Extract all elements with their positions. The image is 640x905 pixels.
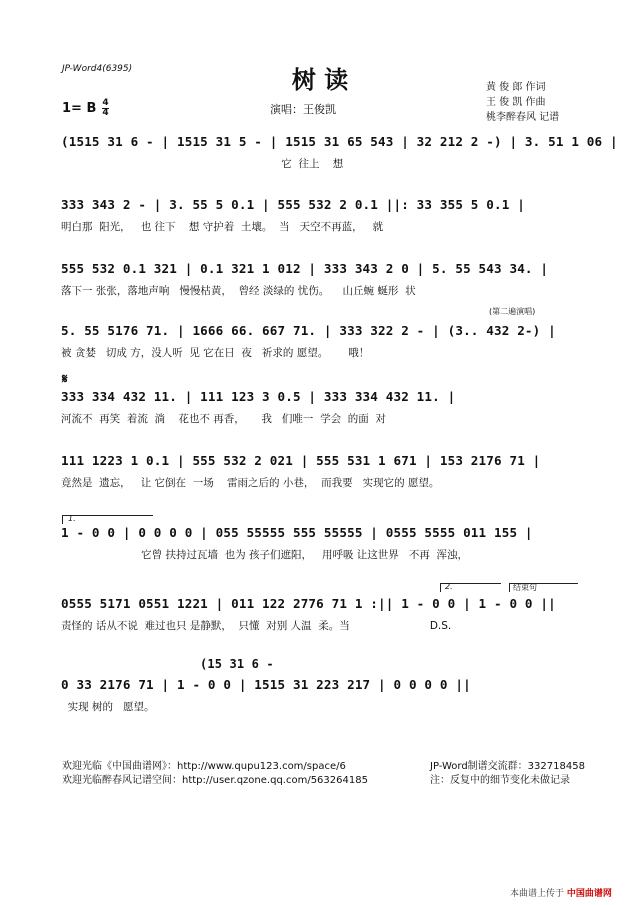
lyric-line: 落下一 张张，落地声响 慢慢枯黄， 曾经 淡绿的 忧伤。 山丘蜿 蜒形 状 xyxy=(61,285,416,297)
software-watermark: JP-Word4(6395) xyxy=(62,64,133,74)
score-row xyxy=(61,524,579,562)
score-row xyxy=(61,260,579,298)
time-denominator: 4 xyxy=(102,108,109,118)
key-label: 1= B xyxy=(62,101,97,116)
ending-final-label: 结束句 xyxy=(513,583,537,592)
site-badge[interactable] xyxy=(510,886,612,899)
notes-line: 0555 5171 0551 1221 | 011 122 2776 71 1 :|| 1 - 0 0 | 1 - 0 0 || xyxy=(61,596,556,611)
score-row xyxy=(61,595,579,633)
score-row xyxy=(61,133,618,171)
singer: 演唱：王俊凯 xyxy=(270,103,336,116)
time-numerator: 4 xyxy=(102,98,109,108)
site-name: 中国曲谱网 xyxy=(566,889,612,899)
lyric-line: 明白那 阳光， 也 往下 想 守护着 土壤。 当 天空不再蓝， 就 xyxy=(61,221,384,233)
score-row xyxy=(61,322,579,360)
lyric-line: 它曾 扶持过瓦墙 也为 孩子们遮阳， 用呼吸 让这世界 不再 浑浊， xyxy=(61,549,468,561)
lyricist-credit: 黄 俊 郎 作词 xyxy=(486,82,546,93)
score-row xyxy=(61,676,579,714)
score-row xyxy=(61,196,579,234)
site-prefix: 本曲谱上传于 xyxy=(510,889,565,899)
ending-one-label: 1. xyxy=(68,514,76,523)
footer-link-qzone[interactable]: 欢迎光临醉春风记谱空间：http://user.qzone.qq.com/563264185 xyxy=(62,775,368,786)
ending-two-label: 2. xyxy=(445,582,453,591)
lyric-line: 竟然是 遗忘， 让 它倒在 一场 雷雨之后的 小巷， 而我要 实现它的 愿望。 xyxy=(61,477,440,489)
notes-line: 111 1223 1 0.1 | 555 532 2 021 | 555 531 1 671 | 153 2176 71 | xyxy=(61,453,541,468)
key-signature xyxy=(62,99,109,118)
lyric-line: 它 往上 想 xyxy=(61,158,344,170)
score-row xyxy=(61,452,579,490)
footer-note: 注：反复中的细节变化未做记录 xyxy=(430,775,570,786)
time-signature xyxy=(102,99,108,118)
lyric-line: 被 贪婪 切成 方，没人听 见 它在日 夜 祈求的 愿望。 哦！ xyxy=(61,347,370,359)
song-title: 树 读 xyxy=(291,65,349,94)
composer-credit: 王 俊 凯 作曲 xyxy=(486,97,546,108)
credits xyxy=(486,80,559,125)
ending-one-bracket xyxy=(62,515,153,524)
second-pass-label: (第二遍演唱) xyxy=(489,307,536,316)
transcriber-credit: 桃李醉春风 记谱 xyxy=(486,112,560,123)
footer-link-qupu[interactable]: 欢迎光临《中国曲谱网》：http://www.qupu123.com/space/6 xyxy=(62,761,346,772)
notes-line: 5. 55 5176 71. | 1666 66. 667 71. | 333 322 2 - | (3.. 432 2-) | xyxy=(61,323,556,338)
coda-intro-line: (15 31 6 - xyxy=(200,657,274,671)
lyric-line: 责怪的 话从不说 难过也只 是静默， 只懂 对别 人温 柔。当 D.S. xyxy=(61,620,452,632)
lyric-line: 实现 树的 愿望。 xyxy=(61,701,155,713)
score-row xyxy=(61,388,579,426)
footer-group: JP-Word制谱交流群：332718458 xyxy=(430,761,585,772)
notes-line: (1515 31 6 - | 1515 31 5 - | 1515 31 65 543 | 32 212 2 -) | 3. 51 1 06 | xyxy=(61,134,618,149)
segno-sign: 𝄋 xyxy=(62,372,68,387)
notes-line: 333 343 2 - | 3. 55 5 0.1 | 555 532 2 0.1 ||: 33 355 5 0.1 | xyxy=(61,197,525,212)
notes-line: 333 334 432 11. | 111 123 3 0.5 | 333 334 432 11. | xyxy=(61,389,456,404)
footer-right xyxy=(430,760,585,788)
notes-line: 1 - 0 0 | 0 0 0 0 | 055 55555 555 55555 | 0555 5555 011 155 | xyxy=(61,525,533,540)
notes-line: 555 532 0.1 321 | 0.1 321 1 012 | 333 343 2 0 | 5. 55 543 34. | xyxy=(61,261,549,276)
footer-left xyxy=(62,760,368,788)
notes-line: 0 33 2176 71 | 1 - 0 0 | 1515 31 223 217 | 0 0 0 0 || xyxy=(61,677,471,692)
lyric-line: 河流不 再笑 着流 淌 花也不 再香， 我 们唯一 学会 的面 对 xyxy=(61,413,386,425)
